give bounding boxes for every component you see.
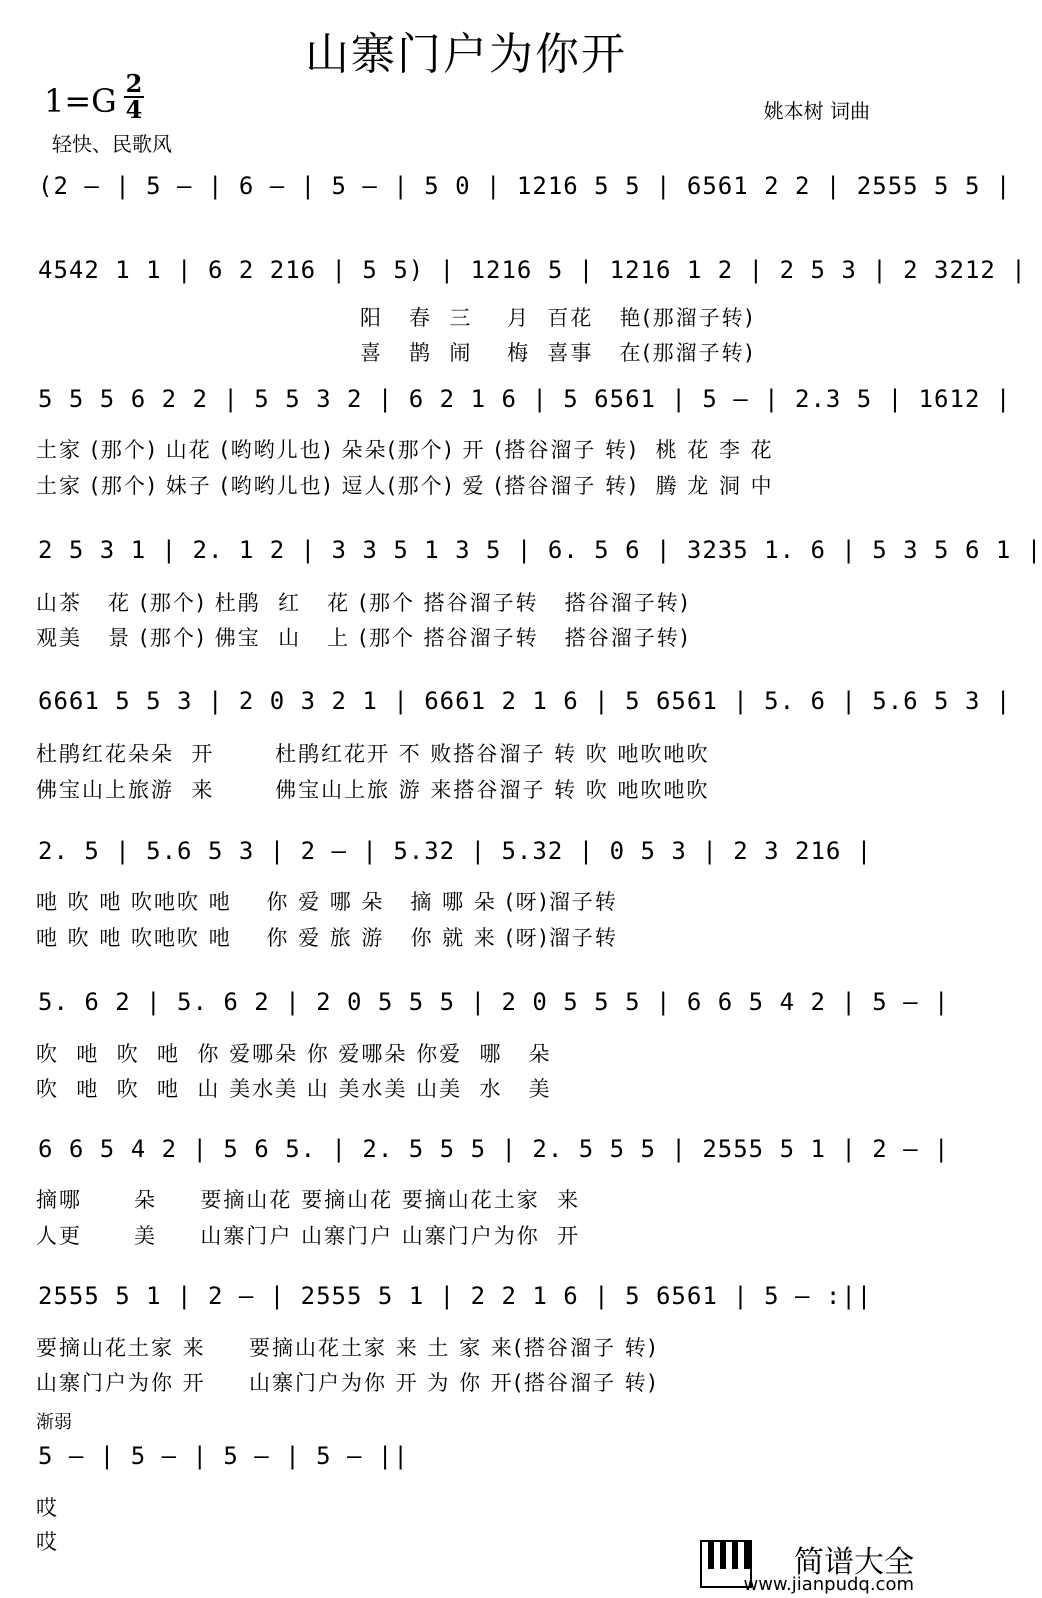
lyric-line: 吹 吔 吹 吔 你 爱哪朵 你 爱哪朵 你爱 哪 朵 [36,1042,552,1066]
page-title: 山寨门户为你开 [305,29,627,80]
time-signature [124,69,144,124]
lyric-line: 土家 (那个) 山花 (哟哟儿也) 朵朵(那个) 开 (搭谷溜子 转) 桃 花 李 花 [36,438,774,462]
lyric-line: 土家 (那个) 妹子 (哟哟儿也) 逗人(那个) 爱 (搭谷溜子 转) 腾 龙 洞 中 [36,474,774,498]
lyric-line: 观美 景 (那个) 佛宝 山 上 (那个 搭谷溜子转 搭谷溜子转) [36,626,690,650]
notation-row: 2555 5 1 | 2 – | 2555 5 1 | 2 2 1 6 | 5 6561 | 5 – :|| [38,1282,873,1310]
lyric-line: 哎 [36,1530,59,1554]
lyric-line: 阳 春 三 月 百花 艳(那溜子转) [360,306,755,330]
lyric-line: 山寨门户为你 开 山寨门户为你 开 为 你 开(搭谷溜子 转) [36,1371,658,1395]
notation-row: (2 – | 5 – | 6 – | 5 – | 5 0 | 1216 5 5 | 6561 2 2 | 2555 5 5 | [38,172,1012,200]
composer: 姚本树 词曲 [763,99,870,123]
lyric-line: 哎 [36,1496,59,1520]
watermark-text: 简谱大全 [794,1545,914,1580]
lyric-line: 摘哪 朵 要摘山花 要摘山花 要摘山花土家 来 [36,1188,581,1212]
notation-row: 5 – | 5 – | 5 – | 5 – || [38,1442,409,1470]
time-top: 2 [125,69,143,98]
key-signature: 1=G [44,82,117,120]
notation-row: 4542 1 1 | 6 2 216 | 5 5) | 1216 5 | 1216 1 2 | 2 5 3 | 2 3212 | [38,256,1027,284]
tempo-marking: 轻快、民歌风 [52,132,172,156]
notation-row: 5 5 5 6 2 2 | 5 5 3 2 | 6 2 1 6 | 5 6561 | 5 – | 2.3 5 | 1612 | [38,385,1012,413]
lyric-line: 喜 鹊 闹 梅 喜事 在(那溜子转) [360,341,755,365]
time-bottom: 4 [125,95,143,124]
lyric-line: 山茶 花 (那个) 杜鹃 红 花 (那个 搭谷溜子转 搭谷溜子转) [36,591,690,615]
lyric-line: 吔 吹 吔 吹吔吹 吔 你 爱 哪 朵 摘 哪 朵 (呀)溜子转 [36,890,618,914]
notation-row: 5. 6 2 | 5. 6 2 | 2 0 5 5 5 | 2 0 5 5 5 | 6 6 5 4 2 | 5 – | [38,988,950,1016]
lyric-line: 吔 吹 吔 吹吔吹 吔 你 爱 旅 游 你 就 来 (呀)溜子转 [36,926,618,950]
watermark-url: www.jianpudq.com [743,1574,914,1595]
lyric-line: 佛宝山上旅游 来 佛宝山上旅 游 来搭谷溜子 转 吹 吔吹吔吹 [36,778,710,802]
lyric-line: 要摘山花土家 来 要摘山花土家 来 土 家 来(搭谷溜子 转) [36,1336,658,1360]
notation-row: 2 5 3 1 | 2. 1 2 | 3 3 5 1 3 5 | 6. 5 6 | 3235 1. 6 | 5 3 5 6 1 | [38,536,1042,564]
lyric-line: 杜鹃红花朵朵 开 杜鹃红花开 不 败搭谷溜子 转 吹 吔吹吔吹 [36,742,710,766]
notation-row: 2. 5 | 5.6 5 3 | 2 – | 5.32 | 5.32 | 0 5 3 | 2 3 216 | [38,837,873,865]
notation-row: 6 6 5 4 2 | 5 6 5. | 2. 5 5 5 | 2. 5 5 5 | 2555 5 1 | 2 – | [38,1135,950,1163]
dynamic-marking: 渐弱 [36,1412,72,1433]
notation-row: 6661 5 5 3 | 2 0 3 2 1 | 6661 2 1 6 | 5 6561 | 5. 6 | 5.6 5 3 | [38,687,1012,715]
lyric-line: 人更 美 山寨门户 山寨门户 山寨门户为你 开 [36,1224,581,1248]
lyric-line: 吹 吔 吹 吔 山 美水美 山 美水美 山美 水 美 [36,1077,552,1101]
